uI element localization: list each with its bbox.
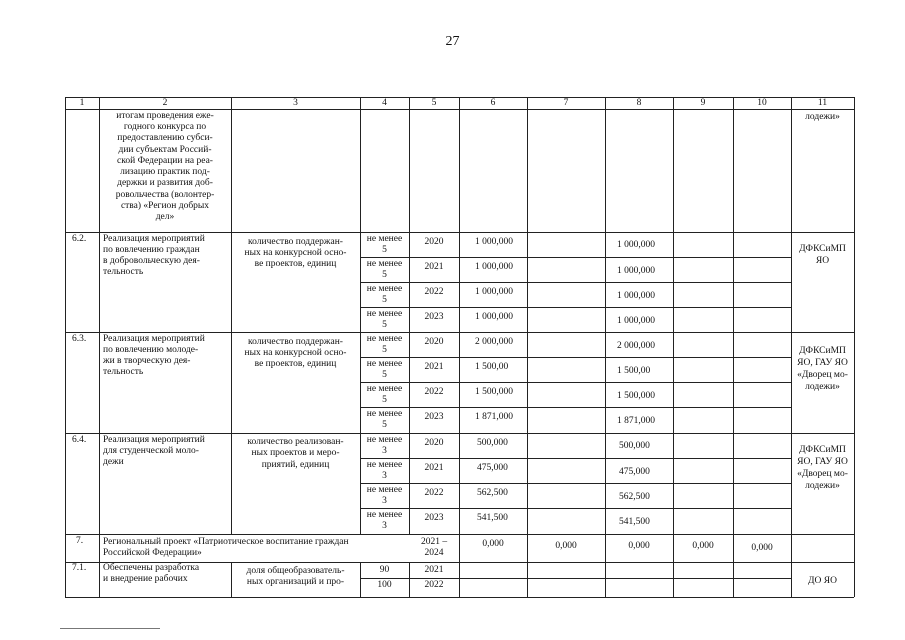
amount-col6: 1 500,00 (475, 362, 509, 372)
amount-col6: 1 000,000 (475, 312, 513, 322)
header-col-2: 2 (162, 98, 168, 108)
row-name-line: Обеспечены разработка (103, 563, 200, 573)
amount-col8: 1 000,000 (617, 291, 655, 301)
executor-line: ЯО, ГАУ ЯО (797, 457, 848, 467)
row-name-line: Российской Федерации» (103, 548, 202, 558)
row-number: 6.4. (72, 435, 87, 445)
target-value: не менее (366, 485, 403, 495)
amount-col6: 562,500 (477, 488, 508, 498)
row-number: 7. (76, 536, 84, 546)
cont-executor: лодежи» (805, 112, 840, 122)
row-indicator-line: доля общеобразователь- (246, 566, 345, 576)
target-value: 5 (382, 345, 387, 355)
row-name-line: по вовлечению граждан (103, 245, 200, 255)
row-indicator-line: приятий, единиц (261, 460, 330, 470)
row-indicator-line: ных проектов и меро- (251, 448, 340, 458)
cont-name-line: ской Федерации на реа- (117, 156, 213, 166)
header-col-6: 6 (490, 98, 496, 108)
amount-col6: 500,000 (477, 438, 508, 448)
year: 2022 (424, 387, 444, 397)
amount-col6: 1 500,000 (475, 387, 513, 397)
executor-line: ДФКСиМП (799, 244, 846, 254)
footer-rule (60, 628, 160, 629)
period-line: 2024 (424, 548, 444, 558)
row-indicator-line: количество поддержан- (248, 237, 343, 247)
header-col-1: 1 (79, 98, 85, 108)
target-value: 5 (382, 370, 387, 380)
header-col-11: 11 (817, 98, 828, 108)
header-col-5: 5 (431, 98, 437, 108)
target-value: 5 (382, 395, 387, 405)
year: 2023 (424, 312, 444, 322)
target-value: 5 (382, 320, 387, 330)
row-number: 6.3. (72, 334, 87, 344)
amount-col8: 1 000,000 (617, 240, 655, 250)
year: 2022 (424, 488, 444, 498)
cont-name-line: годного конкурса по (123, 122, 207, 132)
header-col-8: 8 (636, 98, 642, 108)
amount-col6: 475,000 (477, 463, 508, 473)
amount-col8: 500,000 (619, 441, 650, 451)
amount-col6: 1 871,000 (475, 412, 513, 422)
target-value: не менее (366, 384, 403, 394)
year: 2023 (424, 412, 444, 422)
amount-col9: 0,000 (692, 541, 714, 551)
cont-name-line: дел» (155, 212, 175, 222)
target-value: 5 (382, 420, 387, 430)
amount-col8: 0,000 (628, 541, 650, 551)
year: 2021 (424, 565, 444, 575)
target-value: не менее (366, 234, 403, 244)
target-value: 5 (382, 295, 387, 305)
target-value: не менее (366, 309, 403, 319)
header-col-9: 9 (700, 98, 706, 108)
amount-col8: 475,000 (619, 467, 650, 477)
row-number: 7.1. (72, 563, 87, 573)
row-name-line: Реализация мероприятий (103, 435, 205, 445)
target-value: не менее (366, 259, 403, 269)
row-name-line: Реализация мероприятий (103, 234, 205, 244)
amount-col8: 1 000,000 (617, 266, 655, 276)
amount-col6: 1 000,000 (475, 237, 513, 247)
executor-line: лодежи» (805, 382, 840, 392)
row-indicator-line: ве проектов, единиц (254, 359, 337, 369)
target-value: не менее (366, 409, 403, 419)
row-indicator-line: ных организаций и про- (246, 577, 345, 587)
row-name-line: для студенческой моло- (103, 446, 199, 456)
target-value: 5 (382, 245, 387, 255)
row-name-line: и внедрение рабочих (103, 574, 188, 584)
year: 2022 (424, 287, 444, 297)
year: 2020 (424, 237, 444, 247)
amount-col6: 1 000,000 (475, 262, 513, 272)
row-name-line: Реализация мероприятий (103, 334, 205, 344)
target-value: не менее (366, 284, 403, 294)
target-value: 100 (377, 580, 392, 590)
amount-col8: 1 500,000 (617, 391, 655, 401)
row-indicator-line: количество реализован- (247, 437, 344, 447)
target-value: 3 (382, 496, 387, 506)
executor-line: ДО ЯО (808, 576, 837, 586)
target-value: 3 (382, 521, 387, 531)
amount-col6: 2 000,000 (475, 337, 513, 347)
executor-line: ЯО, ГАУ ЯО (797, 358, 848, 368)
executor-line: «Дворец мо- (797, 370, 848, 380)
target-value: не менее (366, 359, 403, 369)
executor-line: «Дворец мо- (797, 469, 848, 479)
amount-col8: 1 500,00 (617, 366, 651, 376)
year: 2021 (424, 463, 444, 473)
header-col-10: 10 (757, 98, 767, 108)
target-value: не менее (366, 435, 403, 445)
cont-name-line: лизацию практик под- (120, 167, 210, 177)
cont-name-line: дии субъектам Россий- (118, 145, 212, 155)
executor-line: лодежи» (805, 481, 840, 491)
row-name-line: тельность (103, 267, 144, 277)
row-name-line: в добровольческую дея- (103, 256, 200, 266)
row-name-line: тельность (103, 367, 144, 377)
target-value: не менее (366, 510, 403, 520)
executor-line: ЯО (815, 256, 830, 266)
amount-col10: 0,000 (751, 543, 773, 553)
year: 2020 (424, 438, 444, 448)
row-number: 6.2. (72, 234, 87, 244)
target-value: не менее (366, 334, 403, 344)
year: 2022 (424, 580, 444, 590)
amount-col8: 1 871,000 (617, 416, 655, 426)
row-name-line: дежи (103, 457, 124, 467)
target-value: 3 (382, 471, 387, 481)
cont-name-line: итогам проведения еже- (116, 111, 214, 121)
amount-col6: 541,500 (477, 513, 508, 523)
row-name-line: Региональный проект «Патриотическое воспитание граждан (103, 537, 349, 547)
cont-name-line: предоставлению субси- (117, 133, 213, 143)
amount-col8: 1 000,000 (617, 316, 655, 326)
page-number: 27 (445, 34, 460, 49)
amount-col8: 2 000,000 (617, 341, 655, 351)
target-value: не менее (366, 460, 403, 470)
header-col-3: 3 (293, 98, 298, 108)
cont-name-line: ства) «Регион добрых (120, 201, 210, 211)
row-indicator-line: ве проектов, единиц (254, 259, 337, 269)
target-value: 5 (382, 270, 387, 280)
target-value: 90 (379, 565, 390, 575)
amount-col8: 562,500 (619, 492, 650, 502)
executor-line: ДФКСиМП (799, 346, 846, 356)
amount-col6: 0,000 (482, 539, 504, 549)
year: 2020 (424, 337, 444, 347)
cont-name-line: ровольчества (волонтер- (115, 190, 215, 200)
header-col-7: 7 (563, 98, 569, 108)
row-indicator-line: количество поддержан- (248, 337, 343, 347)
header-col-4: 4 (382, 98, 387, 108)
cont-name-line: держки и развития доб- (117, 178, 213, 188)
target-value: 3 (382, 446, 387, 456)
amount-col7: 0,000 (555, 541, 577, 551)
period-line: 2021 – (420, 537, 448, 547)
executor-line: ДФКСиМП (799, 445, 846, 455)
amount-col6: 1 000,000 (475, 287, 513, 297)
row-indicator-line: ных на конкурсной осно- (244, 348, 347, 358)
row-name-line: по вовлечению молоде- (103, 345, 199, 355)
year: 2023 (424, 513, 444, 523)
year: 2021 (424, 362, 444, 372)
amount-col8: 541,500 (619, 517, 650, 527)
year: 2021 (424, 262, 444, 272)
row-indicator-line: ных на конкурсной осно- (244, 248, 347, 258)
row-name-line: жи в творческую дея- (103, 356, 191, 366)
